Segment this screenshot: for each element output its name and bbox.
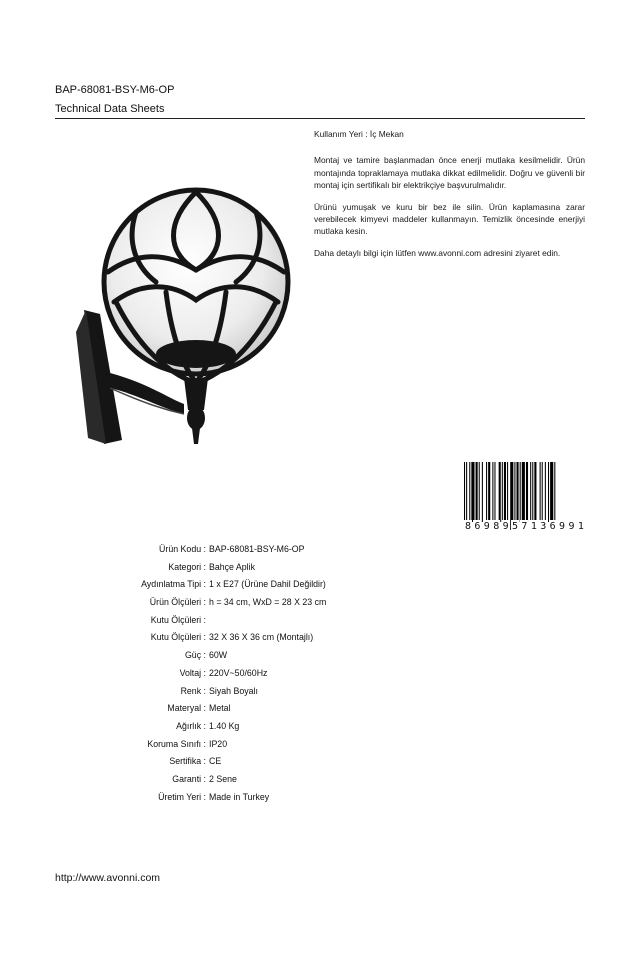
barcode-bar: [502, 462, 503, 522]
document-subtitle: Technical Data Sheets: [55, 103, 165, 115]
barcode-digit: 1: [530, 521, 537, 532]
barcode-digit: 5: [512, 521, 519, 532]
safety-paragraph: Montaj ve tamire başlanmadan önce enerji mutlaka kesilmelidir. Ürün montajında topraklamaya mutlaka dikkat edilmelidir. Doğru ve güvenli bir montaj için sertifikalı bir elektrikçiye başvurulmalıdır.: [314, 155, 585, 191]
barcode-bar: [534, 462, 536, 522]
spec-value: 1 x E27 (Ürüne Dahil Değildir): [209, 579, 326, 590]
barcode-bar: [530, 462, 531, 522]
barcode-bar: [494, 462, 495, 522]
spec-row: [0, 739, 640, 757]
spec-row: [0, 792, 640, 810]
spec-label: Aydınlatma Tipi :: [141, 579, 206, 590]
barcode-bar: [486, 462, 487, 522]
website-url[interactable]: http://www.avonni.com: [55, 872, 161, 884]
barcode-digit: 9: [502, 521, 509, 532]
barcode-digit: 7: [521, 521, 528, 532]
barcode-bar: [488, 462, 490, 522]
barcode-digit: 8: [464, 521, 472, 532]
spec-label: Kutu Ölçüleri :: [150, 614, 206, 625]
spec-value: IP20: [209, 738, 228, 749]
spec-row: [0, 686, 640, 704]
barcode-bar: [526, 462, 528, 522]
spec-value: CE: [209, 756, 222, 767]
barcode: [464, 462, 585, 533]
barcode-bar: [514, 462, 515, 522]
spec-row: [0, 721, 640, 739]
spec-row: [0, 615, 640, 633]
barcode-bar: [492, 462, 493, 522]
barcode-bar: [504, 462, 506, 522]
spec-value: 1.40 Kg: [209, 720, 240, 731]
barcode-bar: [476, 462, 478, 522]
wall-lamp-illustration: [66, 182, 296, 450]
spec-row: [0, 562, 640, 580]
spec-label: Voltaj :: [179, 667, 206, 678]
spec-label: Garanti :: [172, 773, 206, 784]
barcode-bar: [542, 462, 543, 522]
spec-label: Koruma Sınıfı :: [147, 738, 206, 749]
barcode-bar: [532, 462, 533, 522]
spec-row: [0, 756, 640, 774]
spec-value: Bahçe Aplik: [209, 561, 255, 572]
barcode-digit: 3: [540, 521, 547, 532]
barcode-bar: [540, 462, 541, 522]
barcode-bar: [471, 462, 474, 522]
spec-label: Materyal :: [167, 703, 206, 714]
barcode-digit: 9: [483, 521, 490, 532]
barcode-bar: [548, 462, 549, 522]
spec-table: [0, 544, 640, 809]
barcode-digit: 9: [568, 521, 575, 532]
barcode-digit: 1: [577, 521, 584, 532]
spec-value: 2 Sene: [209, 773, 237, 784]
barcode-bar: [545, 462, 546, 522]
product-image: [66, 182, 296, 450]
spec-value: Siyah Boyalı: [209, 685, 258, 696]
header-divider: [55, 118, 585, 119]
barcode-bar: [517, 462, 519, 522]
website-paragraph: Daha detaylı bilgi için lütfen www.avonni.com adresini ziyaret edin.: [314, 247, 561, 258]
spec-label: Sertifika :: [169, 756, 206, 767]
spec-row: [0, 597, 640, 615]
spec-label: Renk :: [180, 685, 206, 696]
barcode-bar: [522, 462, 525, 522]
barcode-digit: 8: [493, 521, 500, 532]
spec-row: [0, 650, 640, 668]
barcode-digit: 6: [474, 521, 481, 532]
spec-value: Made in Turkey: [209, 791, 270, 802]
spec-label: Kutu Ölçüleri :: [150, 632, 206, 643]
spec-label: Güç :: [184, 650, 206, 661]
spec-row: [0, 668, 640, 686]
barcode-digits: [464, 520, 585, 533]
usage-line: Kullanım Yeri : İç Mekan: [314, 129, 404, 139]
spec-label: Ağırlık :: [176, 720, 206, 731]
spec-row: [0, 579, 640, 597]
spec-row: [0, 544, 640, 562]
spec-label: Üretim Yeri :: [158, 791, 206, 802]
spec-row: [0, 774, 640, 792]
barcode-digit: 6: [549, 521, 556, 532]
spec-label: Kategori :: [168, 561, 206, 572]
barcode-bar: [469, 462, 470, 522]
barcode-bar: [479, 462, 480, 522]
barcode-bar: [520, 462, 521, 522]
spec-row: [0, 703, 640, 721]
product-code-heading: BAP-68081-BSY-M6-OP: [55, 84, 175, 96]
spec-row: [0, 632, 640, 650]
barcode-digit: 9: [559, 521, 566, 532]
spec-value: 32 X 36 X 36 cm (Montajlı): [209, 632, 314, 643]
spec-value: h = 34 cm, WxD = 28 X 23 cm: [209, 597, 327, 608]
spec-value: Metal: [209, 703, 231, 714]
spec-value: BAP-68081-BSY-M6-OP: [209, 544, 305, 554]
spec-value: 60W: [209, 650, 228, 661]
spec-label: Ürün Ölçüleri :: [149, 597, 206, 608]
barcode-bar: [482, 462, 483, 522]
info-text-block: [314, 128, 585, 268]
spec-value: 220V~50/60Hz: [209, 667, 268, 678]
barcode-bar: [499, 462, 501, 522]
spec-label: Ürün Kodu :: [159, 544, 206, 554]
cleaning-paragraph: Ürünü yumuşak ve kuru bir bez ile silin. Ürün kaplamasına zarar verebilecek kimyevi maddeler kullanmayın. Temizlik öncesinde enerjiyi mutlaka kesin.: [314, 201, 585, 237]
